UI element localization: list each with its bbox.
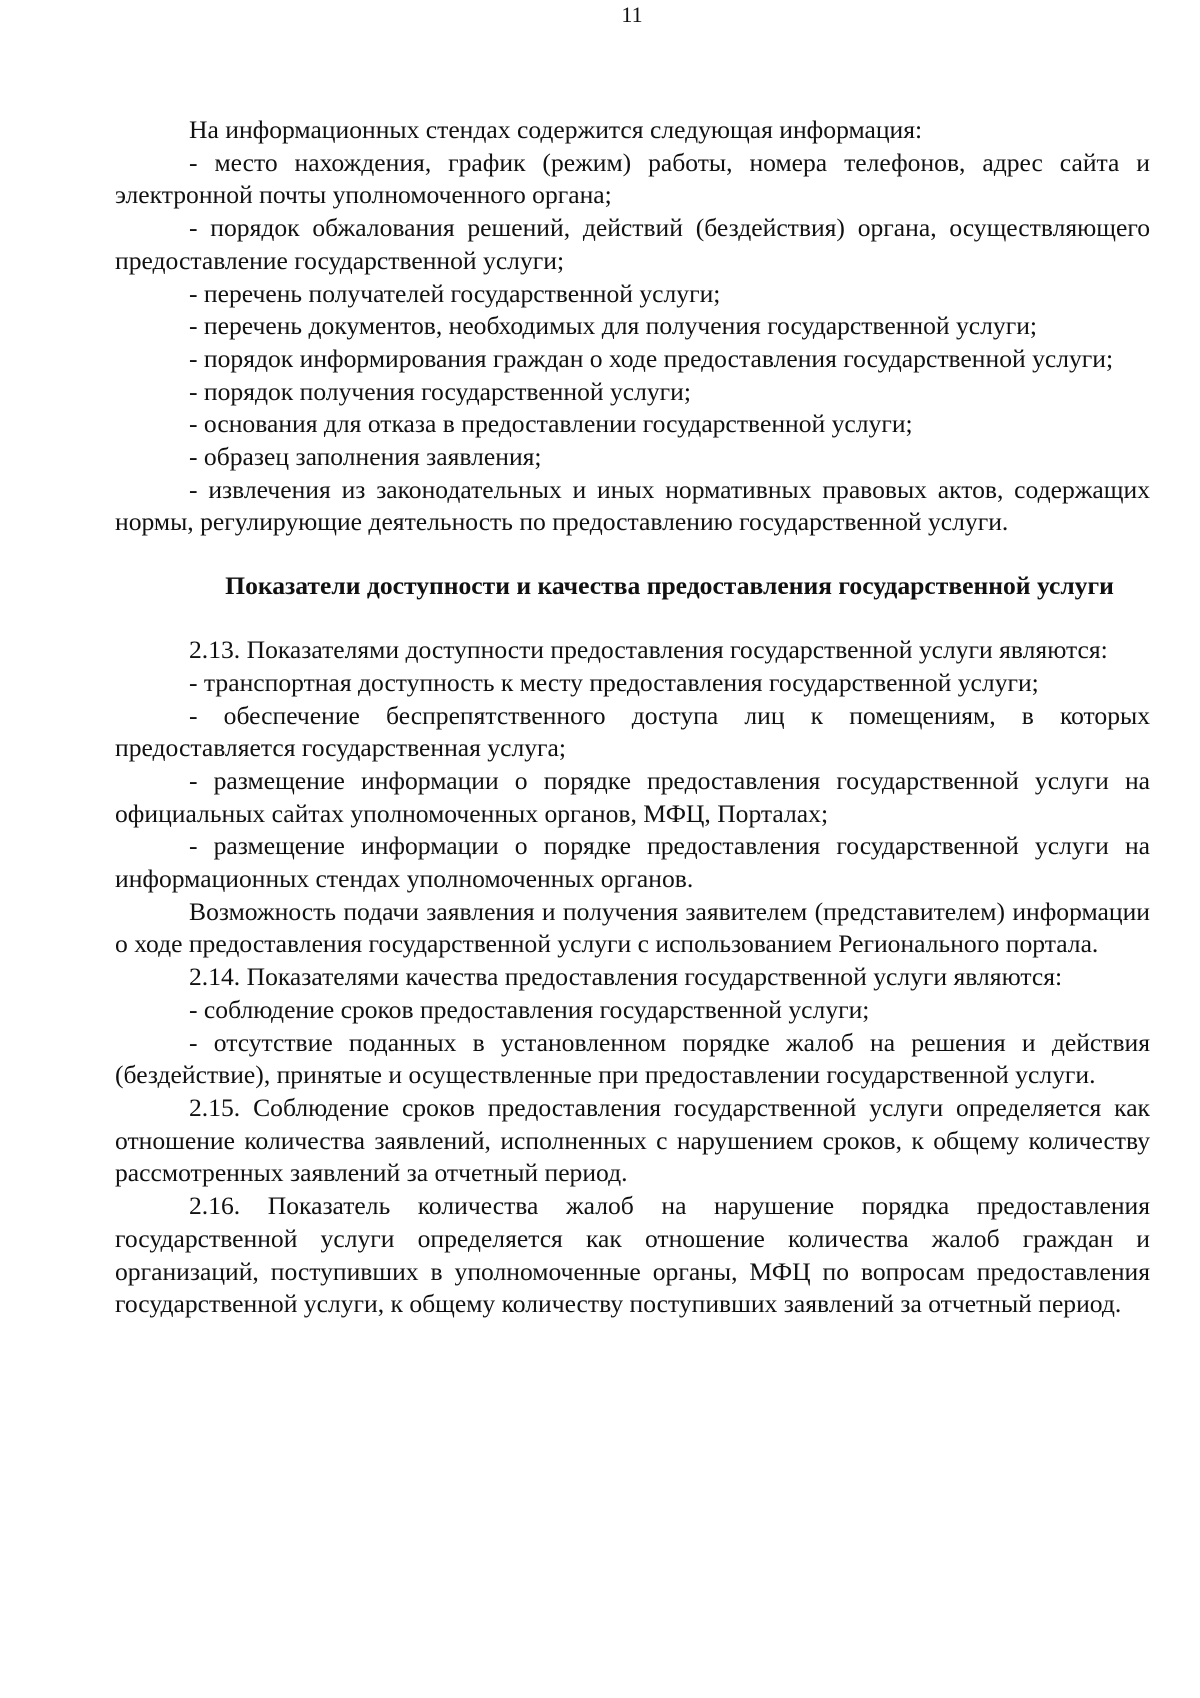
list-item: - транспортная доступность к месту предоставления государственной услуги; <box>189 667 1039 697</box>
document-body <box>115 114 1150 1321</box>
list-item: - перечень получателей государственной услуги; <box>189 278 721 308</box>
list-item: - порядок обжалования решений, действий (бездействия) органа, осуществляющего предоставление государственной услуги; <box>115 213 1150 275</box>
clause-2-13: 2.13. Показателями доступности предоставления государственной услуги являются: <box>189 635 1108 665</box>
paragraph: Возможность подачи заявления и получения заявителем (представителем) информации о ходе предоставления государственной услуги с использованием Регионального портала. <box>115 896 1150 959</box>
section-heading: Показатели доступности и качества предоставления государственной услуги <box>225 571 1114 601</box>
list-item: - порядок информирования граждан о ходе предоставления государственной услуги; <box>189 343 1114 373</box>
list-item: - соблюдение сроков предоставления государственной услуги; <box>189 994 870 1024</box>
list-item: - место нахождения, график (режим) работы, номера телефонов, адрес сайта и электронной почты уполномоченного органа; <box>115 147 1150 210</box>
list-item: - отсутствие поданных в установленном порядке жалоб на решения и действия (бездействие), принятые и осуществленные при предоставлении государственной услуги. <box>115 1027 1150 1090</box>
paragraph: На информационных стендах содержится следующая информация: <box>189 115 923 144</box>
list-item: - основания для отказа в предоставлении государственной услуги; <box>189 409 913 439</box>
clause-2-16: 2.16. Показатель количества жалоб на нарушение порядка предоставления государственной услуги определяется как отношение количества жалоб граждан и организаций, поступивших в уполномоченные органы, МФЦ по вопросам предоставления государственной услуги, к общему количеству поступивших заявлений за отчетный период. <box>115 1191 1150 1319</box>
list-item: - порядок получения государственной услуги; <box>189 376 691 406</box>
list-item: - размещение информации о порядке предоставления государственной услуги на официальных сайтах уполномоченных органов, МФЦ, Порталах; <box>115 765 1150 828</box>
clause-2-14: 2.14. Показателями качества предоставления государственной услуги являются: <box>189 962 1063 992</box>
list-item: - размещение информации о порядке предоставления государственной услуги на информационных стендах уполномоченных органов. <box>115 831 1150 894</box>
list-item: - образец заполнения заявления; <box>189 442 542 472</box>
list-item: - перечень документов, необходимых для получения государственной услуги; <box>189 311 1038 341</box>
page-number: 11 <box>621 2 643 27</box>
clause-2-15: 2.15. Соблюдение сроков предоставления государственной услуги определяется как отношение количества заявлений, исполненных с нарушением сроков, к общему количеству рассмотренных заявлений за отчетный период. <box>115 1092 1150 1188</box>
list-item: - извлечения из законодательных и иных нормативных правовых актов, содержащих нормы, регулирующие деятельность по предоставлению государственной услуги. <box>115 474 1150 537</box>
list-item: - обеспечение беспрепятственного доступа лиц к помещениям, в которых предоставляется государственная услуга; <box>115 700 1150 763</box>
